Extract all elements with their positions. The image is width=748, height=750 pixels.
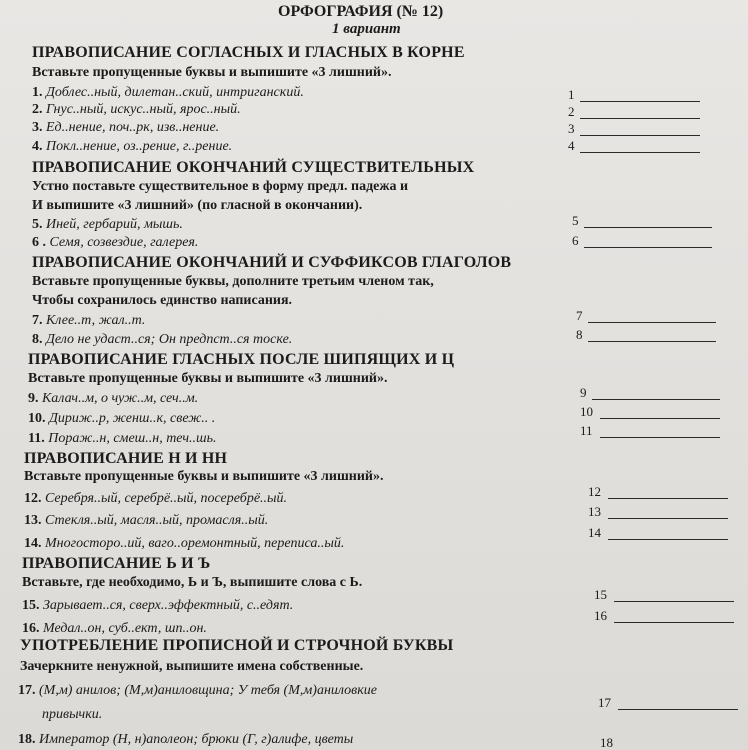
item-text: Калач..м, о чуж..м, сеч..м. — [42, 391, 199, 406]
answer-blank[interactable] — [580, 424, 593, 437]
answer-number: 14 — [588, 525, 601, 540]
section-instruction: Вставьте, где необходимо, Ь и Ъ, выпишите слова с Ь. — [22, 575, 363, 590]
item-number: 13. — [24, 513, 42, 528]
answer-number: 6 — [572, 233, 579, 248]
exercise-item — [22, 622, 207, 636]
item-text: Доблес..ный, дилетан..ский, интриганский. — [46, 85, 304, 100]
exercise-item — [18, 684, 377, 698]
item-number: 14. — [24, 536, 42, 551]
answer-number: 7 — [576, 308, 583, 323]
item-number: 15. — [22, 598, 40, 613]
answer-blank[interactable] — [568, 88, 575, 101]
section-heading: ПРАВОПИСАНИЕ ОКОНЧАНИЙ СУЩЕСТВИТЕЛЬНЫХ — [32, 159, 475, 176]
exercise-item — [32, 236, 198, 250]
answer-blank[interactable] — [576, 328, 583, 341]
item-text: Ед..нение, поч..рк, изв..нение. — [46, 120, 220, 135]
answer-number: 11 — [580, 423, 593, 438]
answer-number: 2 — [568, 104, 575, 119]
exercise-item — [28, 432, 216, 446]
answer-blank[interactable] — [594, 609, 607, 622]
section-instruction: Зачеркните ненужной, выпишите имена собственные. — [20, 659, 364, 674]
item-number: 17. — [18, 683, 36, 698]
answer-blank[interactable] — [588, 505, 601, 518]
section-instruction: И выпишите «3 лишний» (по гласной в окончании). — [32, 198, 363, 213]
item-text: Покл..нение, оз..рение, г..рение. — [46, 139, 233, 154]
section-instruction: Вставьте пропущенные буквы и выпишите «3 лишний». — [28, 371, 388, 386]
section-heading: ПРАВОПИСАНИЕ СОГЛАСНЫХ И ГЛАСНЫХ В КОРНЕ — [32, 44, 465, 61]
answer-number: 8 — [576, 327, 583, 342]
answer-number: 13 — [588, 504, 601, 519]
answer-number: 16 — [594, 608, 607, 623]
item-text: Семя, созвездие, галерея. — [49, 235, 199, 250]
answer-number: 15 — [594, 587, 607, 602]
item-number: 5. — [32, 217, 43, 232]
item-number: 2. — [32, 102, 43, 117]
answer-blank[interactable] — [588, 526, 601, 539]
section-heading: ПРАВОПИСАНИЕ ОКОНЧАНИЙ И СУФФИКСОВ ГЛАГОЛОВ — [32, 254, 512, 271]
item-text: Клее..т, жал..т. — [46, 313, 146, 328]
exercise-item — [32, 218, 183, 232]
item-text: Многосторо..ий, ваго..оремонтный, переписа..ый. — [45, 536, 345, 551]
section-instruction: Устно поставьте существительное в форму предл. падежа и — [32, 179, 409, 194]
answer-number: 4 — [568, 138, 575, 153]
exercise-item — [18, 733, 353, 747]
exercise-item — [32, 314, 145, 328]
item-number: 12. — [24, 491, 42, 506]
exercise-item — [28, 412, 215, 426]
exercise-item — [24, 514, 268, 528]
answer-number: 1 — [568, 87, 575, 102]
answer-number: 3 — [568, 121, 575, 136]
item-number: 11. — [28, 431, 45, 446]
item-text: Стекля..ый, масля..ый, промасля..ый. — [45, 513, 269, 528]
item-number: 4. — [32, 139, 43, 154]
answer-blank[interactable] — [576, 309, 583, 322]
answer-blank[interactable] — [594, 588, 607, 601]
section-heading: ПРАВОПИСАНИЕ Ь И Ъ — [22, 555, 211, 572]
item-number: 18. — [18, 732, 36, 747]
exercise-item — [28, 392, 198, 406]
item-number: 9. — [28, 391, 39, 406]
exercise-item — [32, 121, 219, 135]
answer-number: 9 — [580, 385, 587, 400]
item-number: 10. — [28, 411, 46, 426]
item-number: 6 . — [32, 235, 46, 250]
exercise-item — [32, 140, 232, 154]
exercise-item — [32, 333, 292, 347]
page-title: ОРФОГРАФИЯ (№ 12) — [278, 3, 444, 20]
item-text: Дело не удаст..ся; Он предпст..ся тоске. — [46, 332, 293, 347]
item-number: 8. — [32, 332, 43, 347]
section-heading: ПРАВОПИСАНИЕ Н И НН — [24, 450, 228, 467]
answer-blank[interactable] — [580, 386, 587, 399]
item-number: 1. — [32, 85, 43, 100]
exercise-item — [32, 103, 241, 117]
section-heading: ПРАВОПИСАНИЕ ГЛАСНЫХ ПОСЛЕ ШИПЯЩИХ И Ц — [28, 351, 455, 368]
answer-number: 10 — [580, 404, 593, 419]
answer-number: 5 — [572, 213, 579, 228]
answer-number: 12 — [588, 484, 601, 499]
item-text: (М,м) анилов; (М,м)аниловщина; У тебя (М,м)аниловкие — [39, 683, 378, 698]
section-instruction: Вставьте пропущенные буквы и выпишите «3 лишний». — [24, 469, 384, 484]
answer-number: 18 — [600, 735, 613, 750]
exercise-item — [32, 86, 304, 100]
answer-blank[interactable] — [580, 405, 593, 418]
answer-blank[interactable] — [572, 214, 579, 227]
item-text: Зарывает..ся, сверх..эффектный, с..едят. — [43, 598, 294, 613]
item-text: Дириж..р, женш..к, свеж.. . — [49, 411, 216, 426]
section-heading: УПОТРЕБЛЕНИЕ ПРОПИСНОЙ И СТРОЧНОЙ БУКВЫ — [20, 637, 454, 654]
answer-blank[interactable] — [568, 139, 575, 152]
item-text: Пораж..н, смеш..н, теч..шь. — [48, 431, 217, 446]
answer-blank[interactable] — [568, 105, 575, 118]
answer-blank[interactable] — [568, 122, 575, 135]
exercise-item — [22, 599, 293, 613]
section-instruction: Чтобы сохранилось единство написания. — [32, 293, 293, 308]
item-number: 7. — [32, 313, 43, 328]
answer-blank[interactable] — [598, 696, 611, 709]
item-number: 16. — [22, 621, 40, 636]
answer-blank[interactable] — [572, 234, 579, 247]
answer-blank[interactable] — [600, 736, 613, 749]
item-number: 3. — [32, 120, 43, 135]
section-instruction: Вставьте пропущенные буквы, дополните третьим членом так, — [32, 274, 434, 289]
exercise-item — [24, 492, 287, 506]
item-text: привычки. — [42, 707, 103, 722]
answer-number: 17 — [598, 695, 611, 710]
exercise-item — [24, 537, 344, 551]
item-text: Император (Н, н)аполеон; брюки (Г, г)алифе, цветы — [39, 732, 354, 747]
section-instruction: Вставьте пропущенные буквы и выпишите «3 лишний». — [32, 65, 392, 80]
item-text: Серебря..ый, серебрё..ый, посеребрё..ый. — [45, 491, 288, 506]
item-text: Медал..он, суб..ект, шп..он. — [43, 621, 207, 636]
item-text: Гнус..ный, искус..ный, ярос..ный. — [46, 102, 241, 117]
item-text: Иней, гербарий, мышь. — [46, 217, 183, 232]
exercise-item-continuation — [42, 708, 102, 722]
answer-blank[interactable] — [588, 485, 601, 498]
variant-label: 1 вариант — [332, 21, 401, 37]
